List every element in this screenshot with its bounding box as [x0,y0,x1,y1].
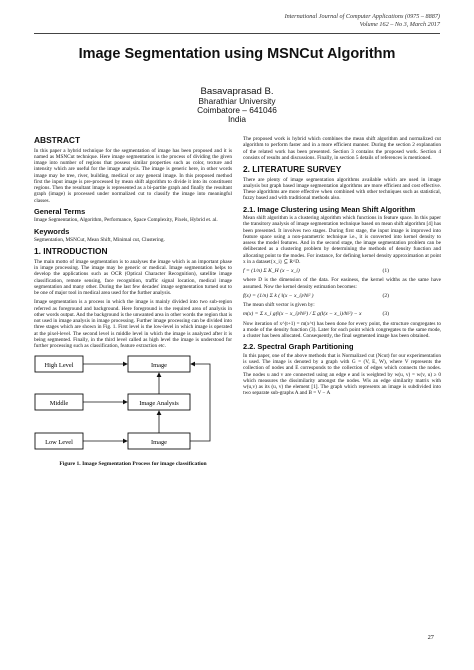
equation-3 [243,311,441,317]
figure-1-diagram [34,353,232,459]
mean-shift-paragraph-2: where D is the dimension of the data. For easiness, the kernel widths as the same have assumed. Now the kernel density estimation becomes: [243,277,441,290]
spectral-graph-paragraph: In this paper, one of the above methods that is Normalized cut (Ncut) for our experimentation is used. The image is denoted by a graph with G = (V, E, W), where V represents the collection of nodes and E corresponds to the collection of edges which connects the nodes. The nodes u and v are connected using an edge e and is weighted by w(u, v) = w(v, u) ≥ 0 which measures the dissimilarity amongst the nodes. Wis an edge similarity matrix with w(u,v) as its (u, v) the element [1]. The graph which represents an image is subdivided into two separate sub-graphs A and B = V − A [243,352,441,397]
stage-label-bottom: Image [151,439,167,447]
general-terms-text: Image Segmentation, Algorithm, Performance, Space Complexity, Pixels, Hybrid et. al. [34,217,218,224]
equation-2-body: f(x) = (1/n) Σ k ( ‖(x − x_i)/h‖² ) [243,292,314,299]
arrow-feedback-loop [190,364,210,441]
equation-1-body: f = (1/n) Σ K_H (x − x_i) [243,268,300,274]
journal-name: International Journal of Computer Applications (0975 – 8887) [284,13,440,20]
abstract-text: In this paper a hybrid technique for the segmentation of image has been proposed and it is named as MSNCut technique. Here image segmentation is the process of dividing the given image into number of regions that possess similar properties such as color, texture and intensity which are useful for the image analysis. The image is generic here, in other words image may be tree, river, building, medical or any general image. In this proposed method first the input image is pre-processed by mean shift algorithm to divide it into its constituent regions. Then the resultant image is represented as a bi-partite graph and finally the resultant graph (image) is processed under normalized cut to classify the image into meaningful classes. [34,147,232,204]
journal-volume: Volume 162 – No 3, March 2017 [359,20,440,28]
header-rule [34,33,440,34]
level-label-high: High Level [44,362,74,370]
author-country: India [228,113,246,124]
abstract-heading: ABSTRACT [34,135,81,145]
equation-3-body: m(x) = Σ x_i g(‖(x − x_i)/h‖²) / Σ g(‖(x − x_i)/h‖²) − x [243,311,362,318]
literature-survey-heading: 2. LITERATURE SURVEY [243,164,342,174]
introduction-paragraph-1: The main motto of image segmentation is to analyses the image which is an important phase in image processing. The image may be generic or medical. Image segmentation helps to develop the applications such as OCR (Optical Character Recognition), satellite image classification, remote sensing, face recognition, traffic signal location, medical image segmentation and many other. During the last few decades' image segmentation turned out to be one of major tool in medical area used for the further analysis. [34,258,232,296]
introduction-heading: 1. INTRODUCTION [34,246,108,257]
author-city: Coimbatore – 641046 [197,104,277,115]
general-terms-heading: General Terms [34,206,86,216]
journal-header [285,13,440,28]
figure-1-svg [34,353,232,459]
keywords-heading: Keywords [34,226,70,236]
paper-title: Image Segmentation using MSNCut Algorithm [78,46,396,62]
level-label-middle: Middle [49,400,69,408]
author-block [0,86,474,124]
equation-2-number: (2) [382,292,389,299]
stage-label-top: Image [151,362,167,370]
keywords-text: Segmentation, MSNCut, Mean Shift, Minimal cut, Clustering. [34,237,165,243]
mean-shift-paragraph-3: The mean shift vector is given by: [243,302,315,308]
equation-1-number: (1) [382,268,389,274]
literature-survey-text: There are plenty of image segmentation algorithms available which are used in image analysis but graph based image segmentation algorithms are more efficient and cost effective. These algorithms are more effective when combined with other techniques such as statistical, fuzzy based and with traditional methods also. [243,176,441,202]
right-column [243,136,441,400]
author-affiliation: Bharathiar University [198,96,276,106]
mean-shift-heading: 2.1. Image Clustering using Mean Shift Algorithm [243,204,416,214]
level-label-low: Low Level [45,439,73,447]
author-name: Basavaprasad B. [200,86,274,97]
left-column [34,136,232,468]
stage-label-middle: Image Analysis [139,400,179,408]
right-intro-paragraph: The proposed work is hybrid which combines the mean shift algorithm and normalized cut algorithm to perform faster and in a more efficient manner. During the section 2 explanation of the related work has been presented. Section 3 contains the proposed work. Section 4 consists of results and discussions. Finally, in section 5 details of references is mentioned. [243,136,441,161]
figure-1-caption: Figure 1. Image Segmentation Process for image classification [59,461,207,468]
spectral-graph-heading: 2.2. Spectral Graph Partitioning [243,342,354,352]
mean-shift-paragraph-4: Now iteration of x^(t+1) = m(x^t) has been done for every point, the structure congregates to a mode of the density function (3). Later for each point which congregates to the same mode, a cluster has been allocated. Consequently, the final segmented image has been obtained. [243,320,441,339]
equation-3-number: (3) [382,311,389,318]
page-number: 27 [427,634,434,641]
equation-2 [243,293,441,299]
mean-shift-paragraph: Mean shift algorithm is a clustering algorithm which functions in feature space. In this paper the transitory analysis of image segmentation technique based on mean shift algorithm [4] has been presented. It involves two stages. During first stage, the input image is improved into feature space using a non-parametric technique i.e., it is converted into kernel density to assess the model features. And in the second stage, the image segmentation problem can be deliberated as a clustering problem by determining the methods of density function and allocating point to the modes. For instance, for defining kernel density approximation at point x in a dataset{x_i} ⊆ R^D. [243,215,441,265]
introduction-paragraph-2: Image segmentation is a process in which the image is mainly divided into two sub-region referred as foreground and background. Here foreground is the required area of analysis in other words output. And the background is the unwanted area in other words the region that is not used in image analysis in image processing. Further image processing can be divided into three stages which are shown in Fig. 1. First level is the low-level in which image is operated at the pixel-level. The second level is middle level in which the image is analyzed after it is being segmented. Finally, in the third level called as high level the image is understood for further processing such as classification, feature extraction etc. [34,299,232,349]
equation-1 [243,268,441,274]
